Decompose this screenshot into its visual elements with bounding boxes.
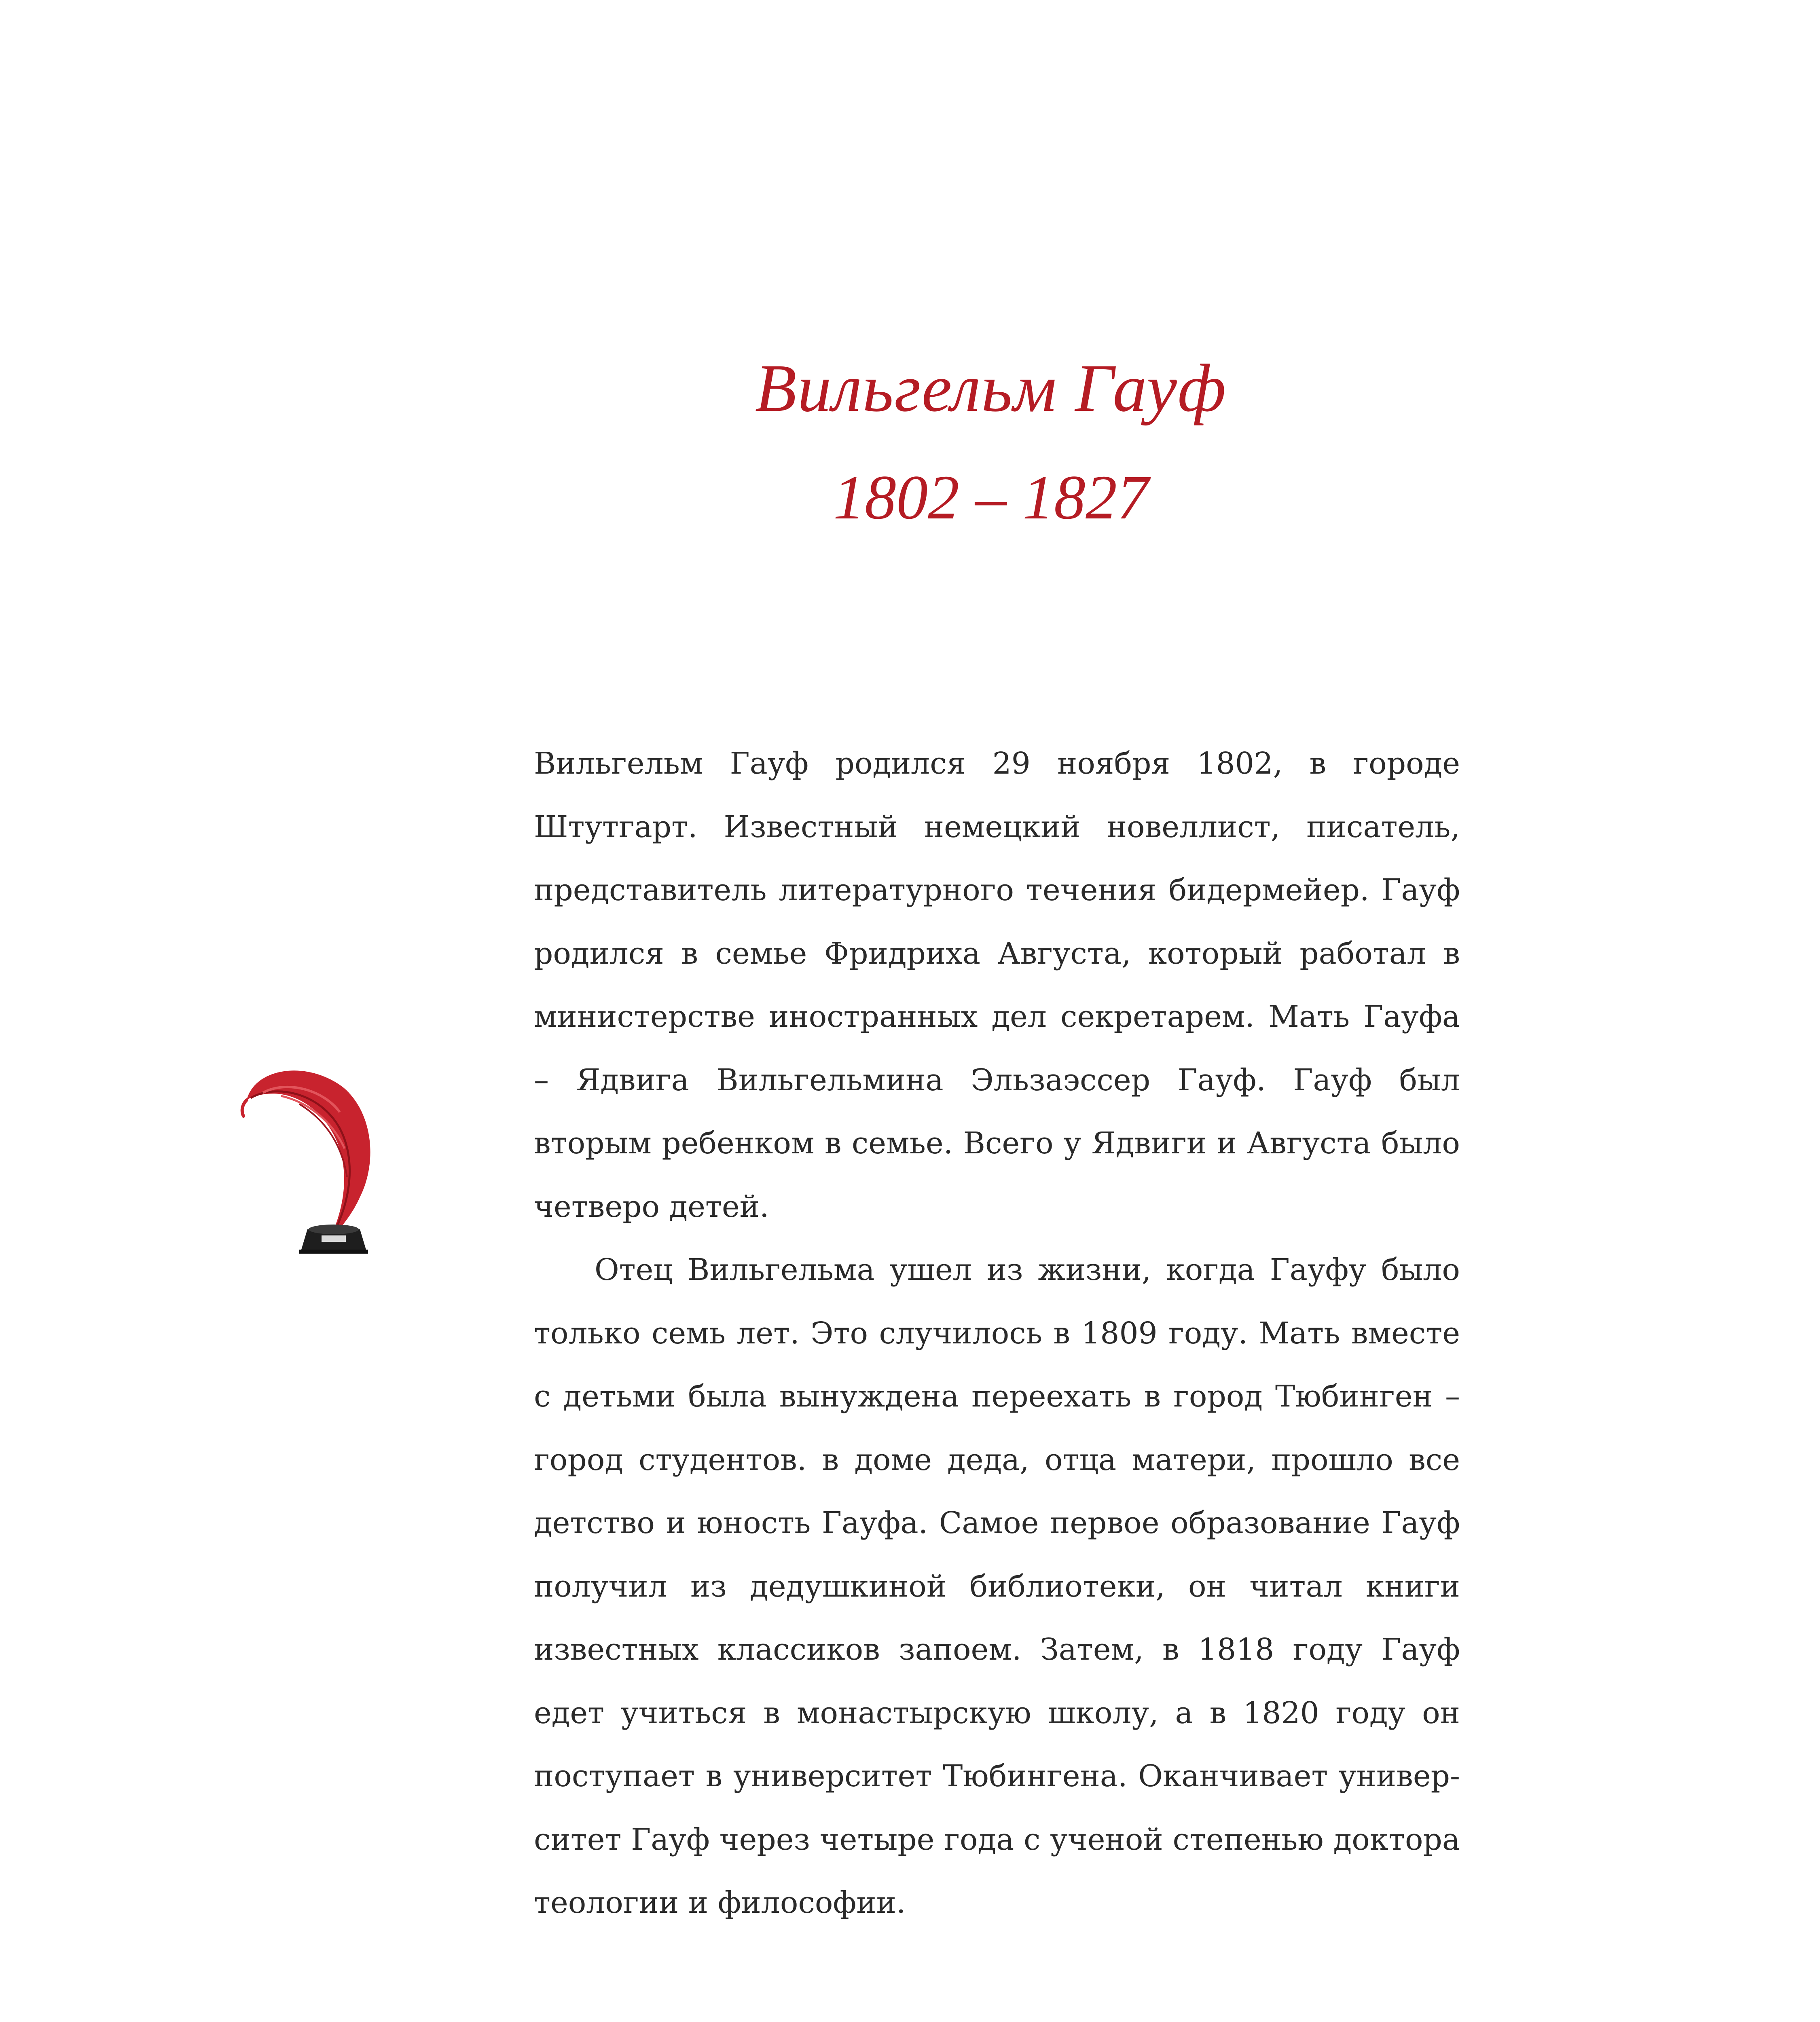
paragraph-2: Отец Вильгельма ушел из жизни, когда Гауфу было только семь лет. Это случилось в 1809 году. Мать вместе с детьми была вынуждена переехать в город Тюбинген – город студентов. в доме деда, отца матери, прошло все детство и юность Гауфа. Самое первое образование Гауф получил из дедушкиной библиотеки, он читал книги известных классиков запоем. Затем, в 1818 году Гауф едет учиться в монастырскую школу, а в 1820 году он поступает в университет Тюбингена. Оканчивает университет Гауф через четыре года с ученой степенью доктора теологии и философии. xyxy=(534,1252,1460,1920)
paragraph-1: Вильгельм Гауф родился 29 ноября 1802, в городе Штутгарт. Известный немецкий новеллист, писатель, представитель литературного течения бидермейер. Гауф родился в семье Фридриха Августа, который работал в министерстве иностранных дел секретарем. Мать Гауфа – Ядвига Вильгельмина Эльзаэссер Гауф. Гауф был вторым ребенком в семье. Всего у Ядвиги и Августа было четверо детей. xyxy=(534,746,1460,1224)
author-name-title: Вильгельм Гауф xyxy=(755,351,1227,426)
biography-text xyxy=(534,732,1460,1935)
quill-inkwell-icon xyxy=(239,1055,392,1258)
author-years: 1802 – 1827 xyxy=(833,462,1149,532)
